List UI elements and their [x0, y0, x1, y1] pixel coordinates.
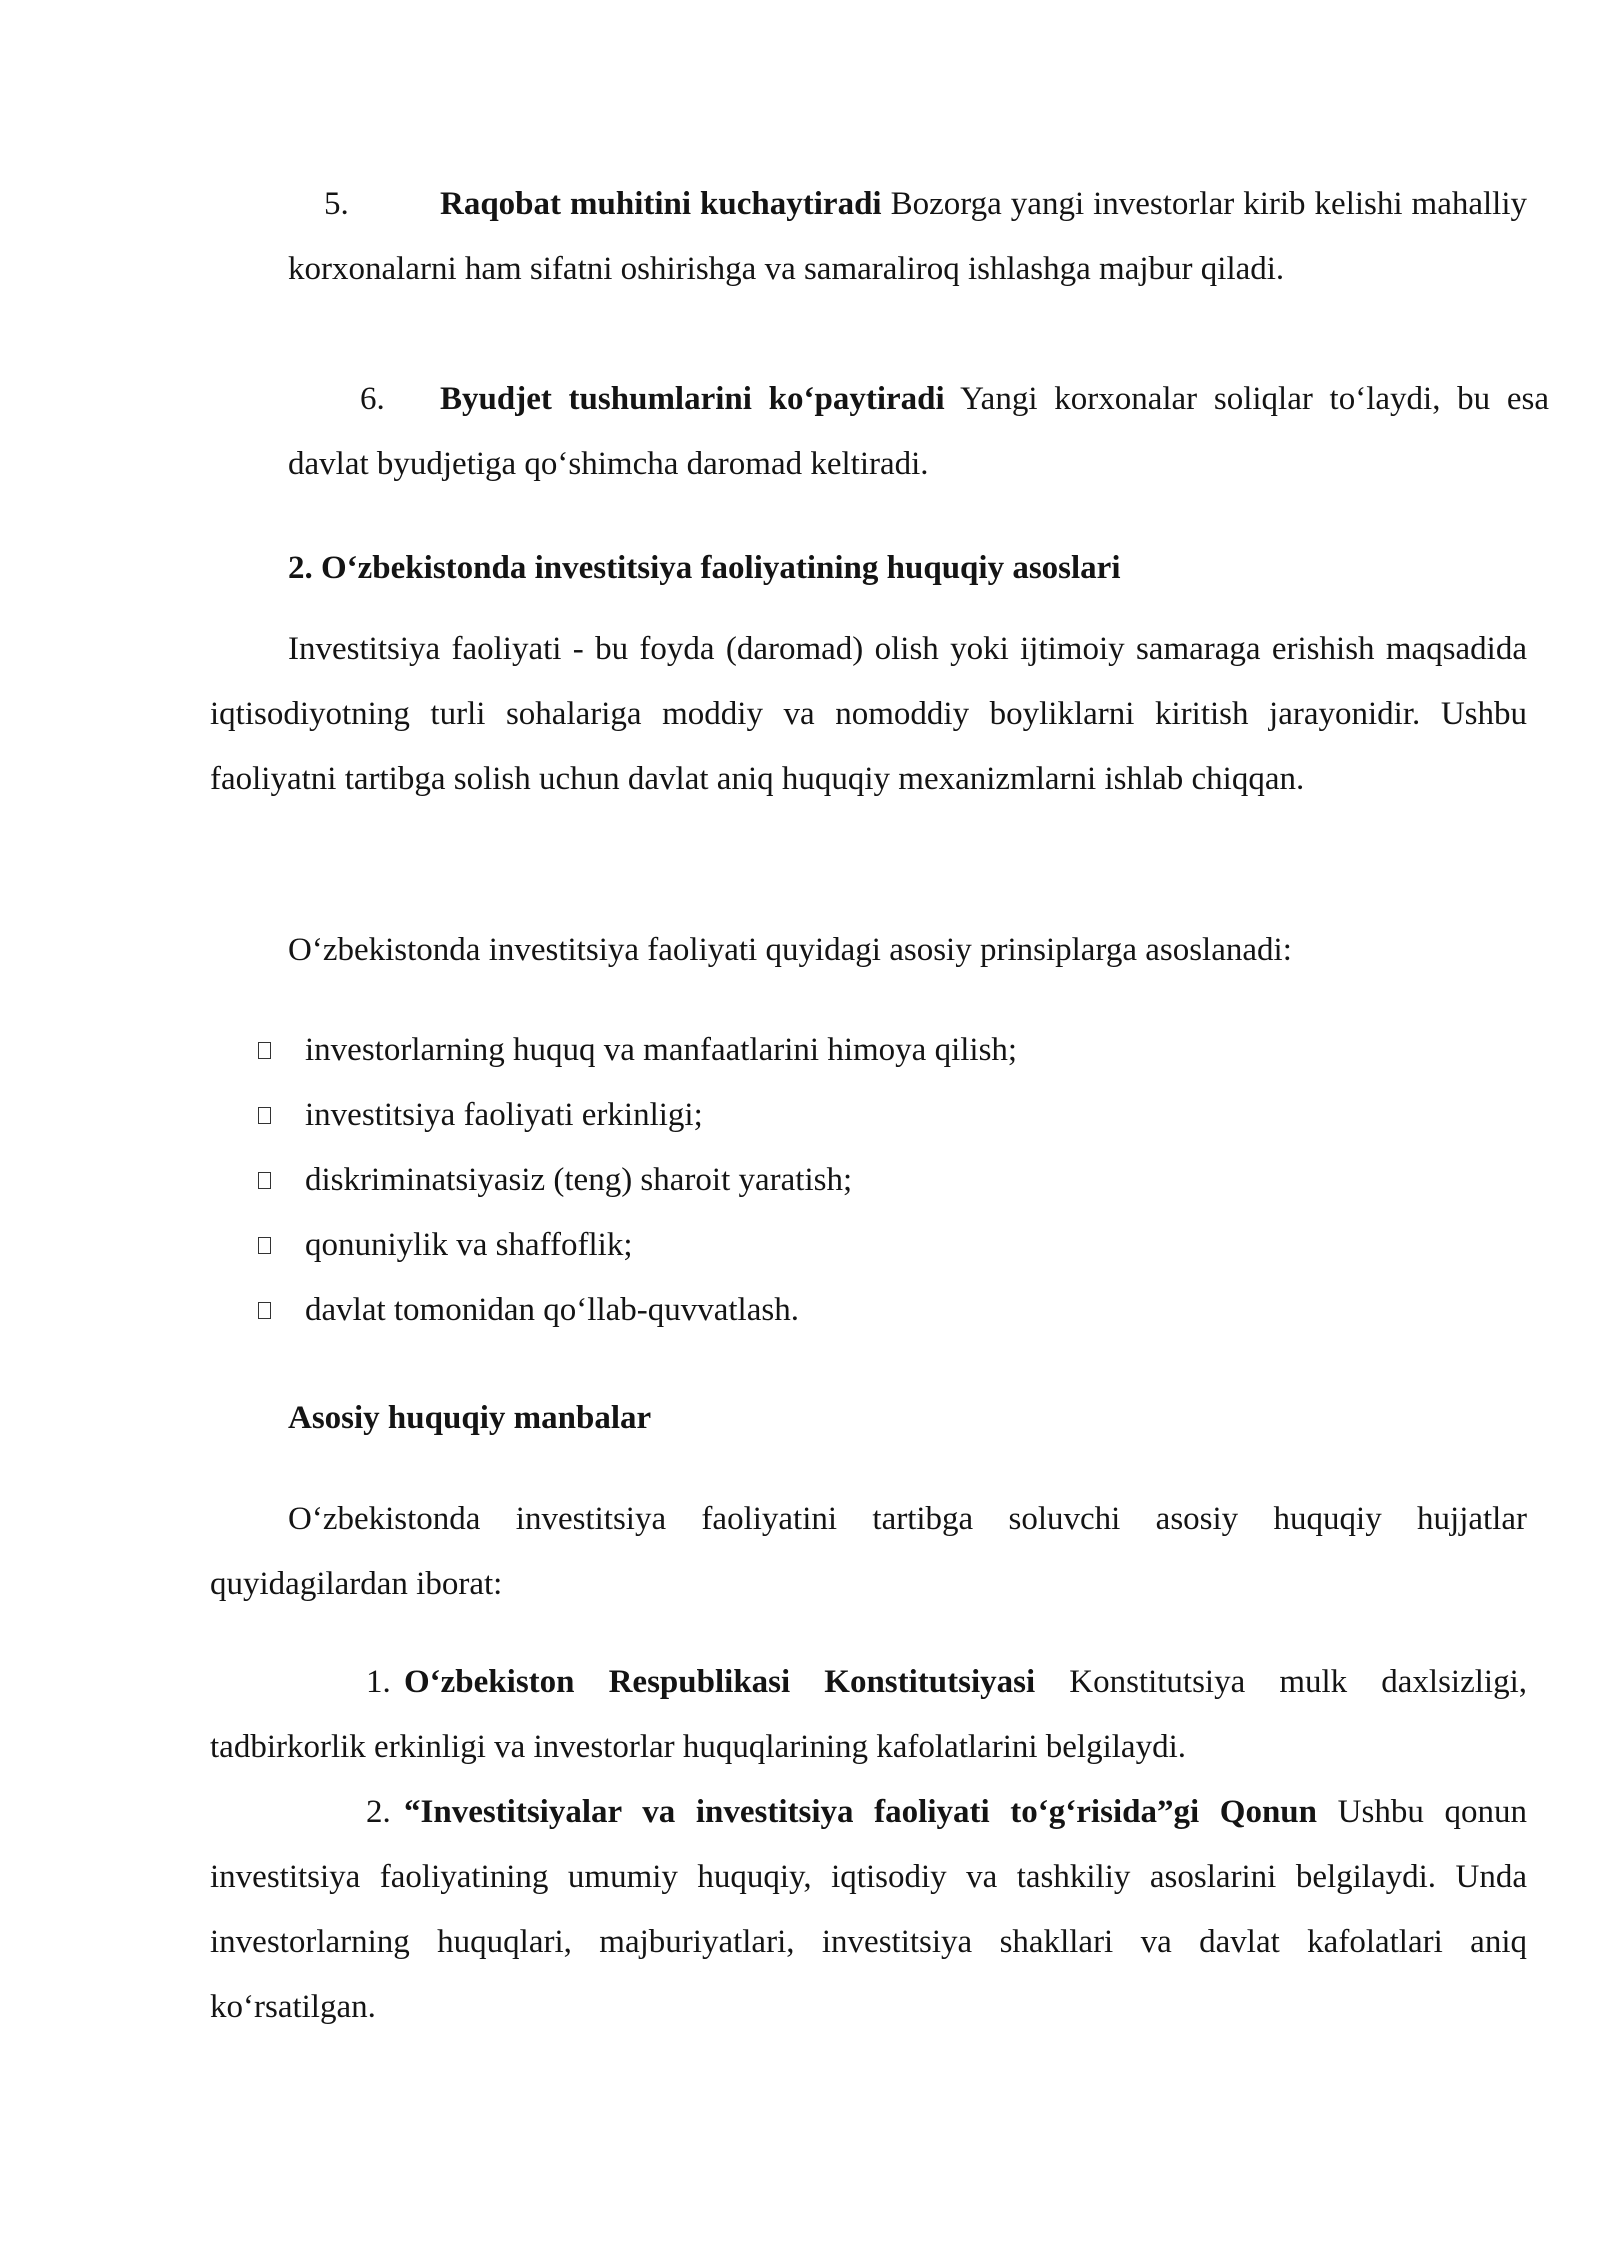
- source-item-1: [210, 1650, 1527, 1780]
- list-number: 1.: [366, 1664, 391, 1700]
- list-item-text: Konstitutsiya mulk daxlsizligi, tadbirkorlik erkinligi va investorlar huquqlarining kafolatlarini belgilaydi.: [210, 1664, 1527, 1765]
- list-item: [258, 1213, 1017, 1278]
- list-number: 2.: [366, 1794, 391, 1830]
- list-number: 6.: [360, 381, 385, 417]
- principles-list: [258, 1018, 1017, 1343]
- principles-intro: O‘zbekistonda investitsiya faoliyati quyidagi asosiy prinsiplarga asoslanadi:: [288, 932, 1292, 968]
- source-item-2: [210, 1780, 1527, 2040]
- list-item-text: investitsiya faoliyati erkinligi;: [305, 1097, 703, 1133]
- list-item-text: Bozorga yangi investorlar kirib kelishi mahalliy korxonalarni ham sifatni oshirishga va samaraliroq ishlashga majbur qiladi.: [288, 186, 1528, 287]
- paragraph-investment-definition: Investitsiya faoliyati - bu foyda (daromad) olish yoki ijtimoiy samaraga erishish maqsadida iqtisodiyotning turli sohalariga moddiy va nomoddiy boyliklarni kiritish jarayonidir. Ushbu faoliyatni tartibga solish uchun davlat aniq huquqiy mexanizmlarni ishlab chiqqan.: [210, 631, 1527, 797]
- list-item-text: qonuniylik va shaffoflik;: [305, 1227, 633, 1263]
- bullet-icon: [258, 1172, 271, 1189]
- bullet-icon: [258, 1042, 271, 1059]
- list-item: [258, 1148, 1017, 1213]
- list-item-title: Raqobat muhitini kuchaytiradi: [440, 186, 882, 222]
- sources-intro: O‘zbekistonda investitsiya faoliyatini tartibga soluvchi asosiy huquqiy hujjatlar quyidagilardan iborat:: [210, 1501, 1527, 1602]
- list-item-text: Yangi korxonalar soliqlar to‘laydi, bu esa davlat byudjetiga qo‘shimcha daromad keltiradi.: [288, 381, 1549, 482]
- list-item-title: Byudjet tushumlarini ko‘paytiradi: [440, 381, 945, 417]
- list-item-title: O‘zbekiston Respublikasi Konstitutsiyasi: [404, 1664, 1036, 1700]
- list-item-text: davlat tomonidan qo‘llab-quvvatlash.: [305, 1292, 799, 1328]
- list-item-text: investorlarning huquq va manfaatlarini himoya qilish;: [305, 1032, 1018, 1068]
- list-item: [258, 1278, 1017, 1343]
- bullet-icon: [258, 1237, 271, 1254]
- subheading: Asosiy huquqiy manbalar: [288, 1400, 652, 1436]
- list-number: 5.: [324, 186, 349, 222]
- list-item-text: diskriminatsiyasiz (teng) sharoit yaratish;: [305, 1162, 853, 1198]
- section-heading: 2. O‘zbekistonda investitsiya faoliyatining huquqiy asoslari: [288, 550, 1121, 586]
- list-item-5-block: [288, 172, 1527, 302]
- list-item-text: Ushbu qonun investitsiya faoliyatining umumiy huquqiy, iqtisodiy va tashkiliy asoslarini belgilaydi. Unda investorlarning huquqlari, majburiyatlari, investitsiya shakllari va davlat kafolatlari aniq ko‘rsatilgan.: [210, 1794, 1527, 2025]
- list-item-title: “Investitsiyalar va investitsiya faoliyati to‘g‘risida”gi Qonun: [404, 1794, 1318, 1830]
- list-item: [258, 1018, 1017, 1083]
- bullet-icon: [258, 1302, 271, 1319]
- bullet-icon: [258, 1107, 271, 1124]
- list-item: [258, 1083, 1017, 1148]
- list-item-6-block: [288, 367, 1549, 497]
